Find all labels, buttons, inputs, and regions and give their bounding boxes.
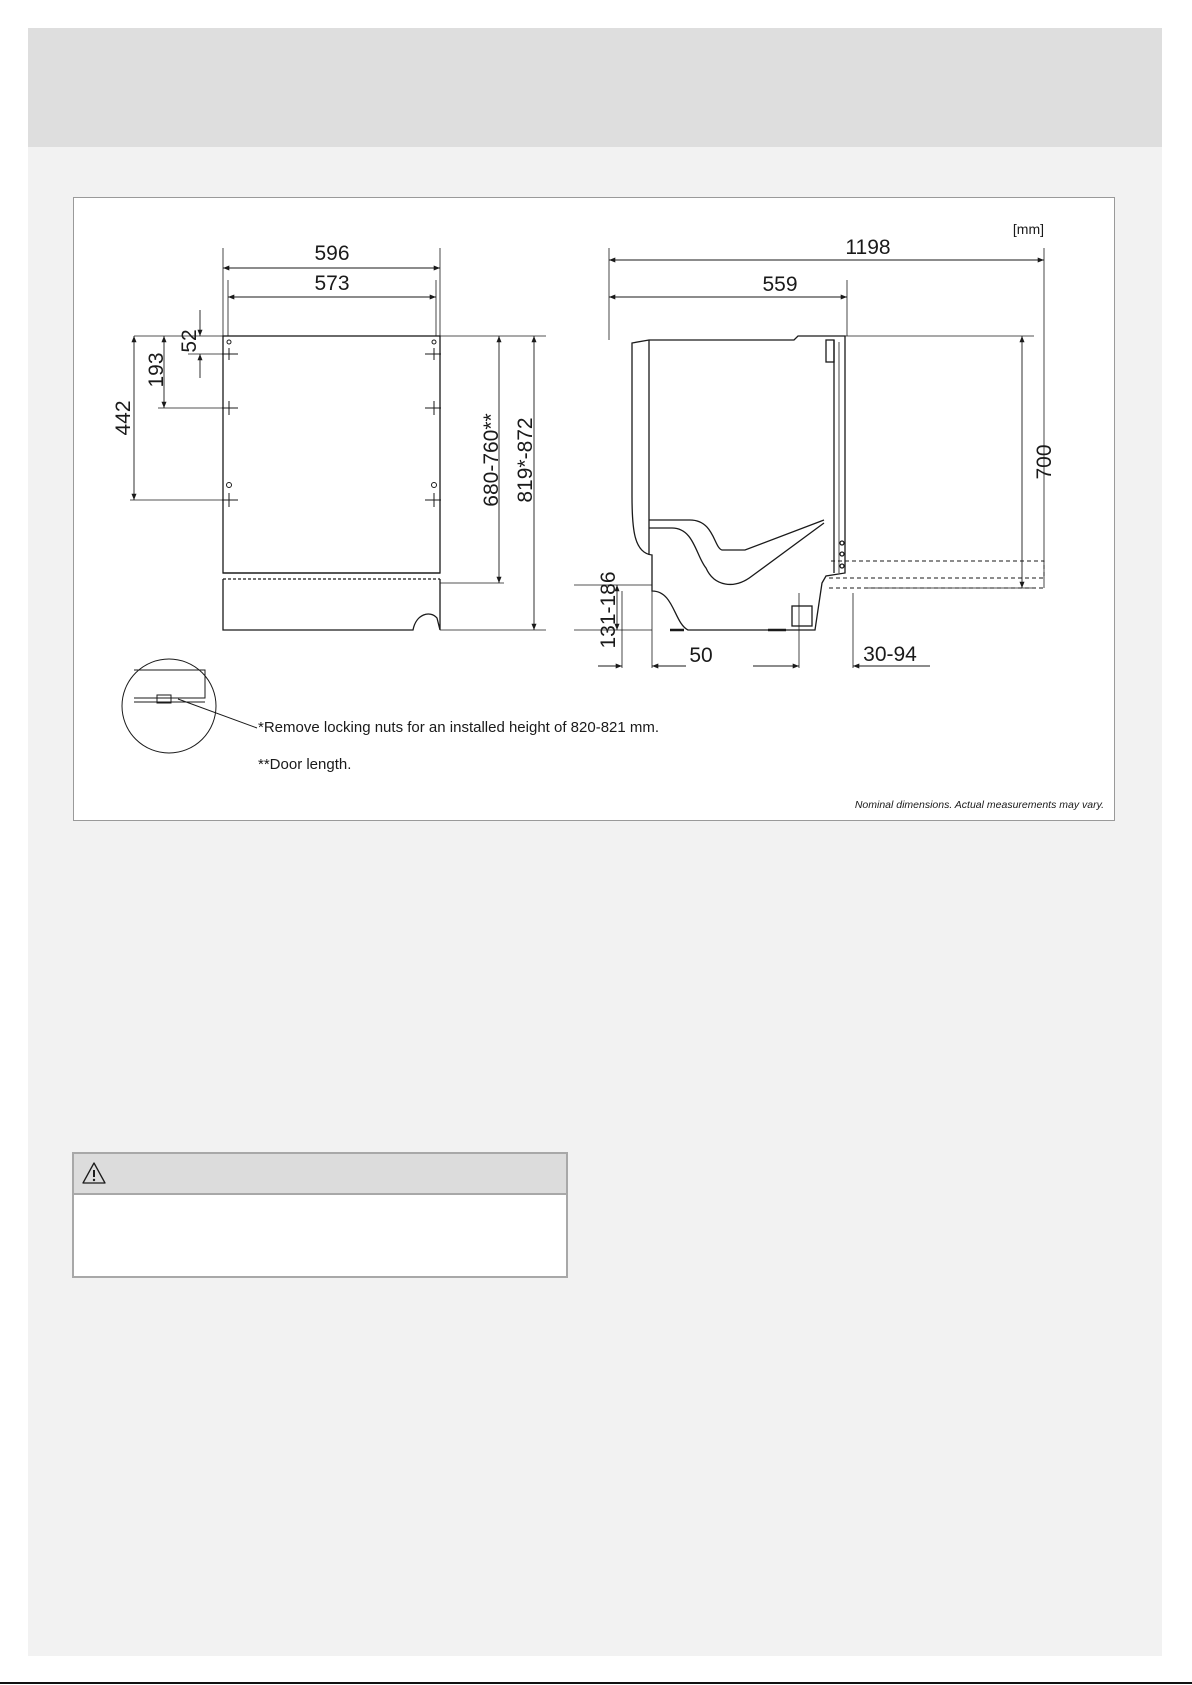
note-door-length: **Door length. [258,756,352,773]
header-band [28,28,1162,147]
dim-depth: 559 [762,273,798,296]
dimension-figure [73,197,1115,821]
locking-nut-detail [122,659,257,753]
dim-top-offset: 52 [178,329,201,353]
dim-width-outer: 596 [314,242,350,265]
dimension-drawing [74,198,1116,822]
warning-triangle-icon [81,1161,107,1185]
dim-hole-spacing-1: 193 [145,352,168,388]
dim-width-inner: 573 [314,272,350,295]
dim-door-length: 680-760** [480,413,503,507]
dim-installed-height: 819*-872 [514,417,537,503]
footer-rule [0,1682,1192,1684]
dim-height: 700 [1033,444,1056,480]
dim-plinth-height: 131-186 [597,571,620,649]
note-disclaimer: Nominal dimensions. Actual measurements may vary. [854,799,1104,811]
warning-box [72,1152,568,1278]
dim-front-gap: 30-94 [863,643,917,666]
note-locking-nuts: *Remove locking nuts for an installed height of 820-821 mm. [258,719,660,736]
side-view [574,248,1044,668]
unit-label: [mm] [1012,221,1044,237]
dim-hole-spacing-2: 442 [112,400,135,436]
warning-header [74,1154,566,1195]
dim-total-depth: 1198 [845,236,891,259]
dim-rear-gap: 50 [689,644,713,667]
